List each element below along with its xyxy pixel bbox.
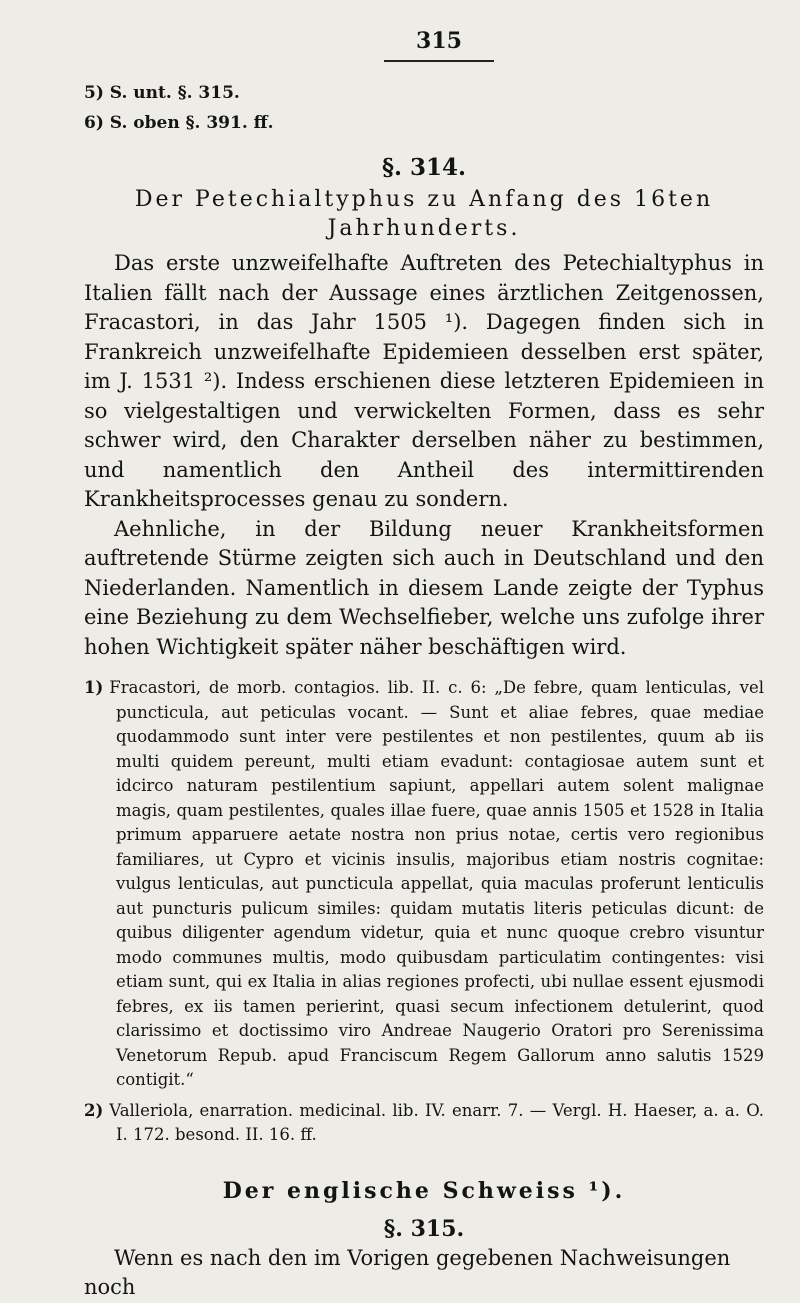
paragraph-2: Aehnliche, in der Bildung neuer Krankheitsformen auftretende Stürme zeigten sich auch in Deutschland und den Niederlanden. Namentlich in diesem Lande zeigte der Typhus eine Beziehung zu dem Wechselfieber, welche uns zufolge ihrer hohen Wichtigkeit später näher beschäftigen wird. [84, 516, 764, 659]
page-number: 315 [384, 28, 494, 62]
footnote-number: 2) [84, 1100, 104, 1120]
footnote-number: 1) [84, 678, 104, 697]
footnote-text: Valleriola, enarration. medicinal. lib. IV. enarr. 7. — Vergl. H. Haeser, a. a. O. I. 172. besond. II. 16. ff. [109, 1100, 764, 1144]
top-references [84, 78, 764, 138]
reference-6: 6) S. oben §. 391. ff. [84, 113, 274, 133]
footnote-1 [84, 676, 764, 1093]
footnote-text: Fracastori, de morb. contagios. lib. II. c. 6: „De febre, quam lenticulas, vel puncticula, aut peticulas vocant. — Sunt et aliae febres, quae mediae quodammodo sunt inter vere pestilentes et non pestilentes, quum ab iis multi quidem pereunt, multi etiam evadunt: contagiosae autem sunt et idcirco naturam pestilentium sapiunt, appellari autem solent malignae magis, quam pestilentes, quales illae fuere, quae annis 1505 et 1528 in Italia primum apparuere aetate nostra non prius notae, certis vero regionibus familiares, ut Cypro et vicinis insulis, majoribus etiam nostris cognitae: vulgus lenticulas, aut puncticula appellat, quia maculas proferunt lenticulis aut puncturis pulicum similes: quidam mutatis literis peticulas dicunt: de quibus diligenter agendum videtur, quia et nunc quoque crebro visuntur modo communes multis, modo quibusdam particulatim contingentes: visi etiam sunt, qui ex Italia in alias regiones profecti, ubi nullae essent ejusmodi febres, ex iis tamen perierint, quasi secum infectionem detulerint, quod clarissimo et doctissimo viro Andreae Naugerio Oratori pro Serenissima Venetorum Repub. apud Franciscum Regem Gallorum anno salutis 1529 contigit.“ [109, 678, 764, 1089]
paragraph-3-start: Wenn es nach den im Vorigen gegebenen Nachweisungen noch [84, 1245, 731, 1299]
section-heading: §. 314. [381, 154, 467, 181]
footnote-2 [84, 1099, 764, 1148]
reference-5: 5) S. unt. §. 315. [84, 83, 240, 103]
footnotes [84, 676, 764, 1148]
chapter-title: Der englische Schweiss ¹). [222, 1177, 626, 1204]
paragraph-1: Das erste unzweifelhafte Auftreten des Petechialtyphus in Italien fällt nach der Aussage eines ärztlichen Zeitgenossen, Fracastori, in das Jahr 1505 ¹). Dagegen finden sich in Frankreich unzweifelhafte Epidemieen desselben erst später, im J. 1531 ²). Indess erschienen diese letzteren Epidemieen in so vielgestaltigen und verwickelten Formen, dass es sehr schwer wird, den Charakter derselben näher zu bestimmen, und namentlich den Antheil des intermittirenden Krankheitsprocesses genau zu sondern. [84, 251, 764, 511]
section-title: Der Petechialtyphus zu Anfang des 16ten Jahrhunderts. [134, 187, 714, 241]
section-heading-2: §. 315. [383, 1215, 465, 1242]
